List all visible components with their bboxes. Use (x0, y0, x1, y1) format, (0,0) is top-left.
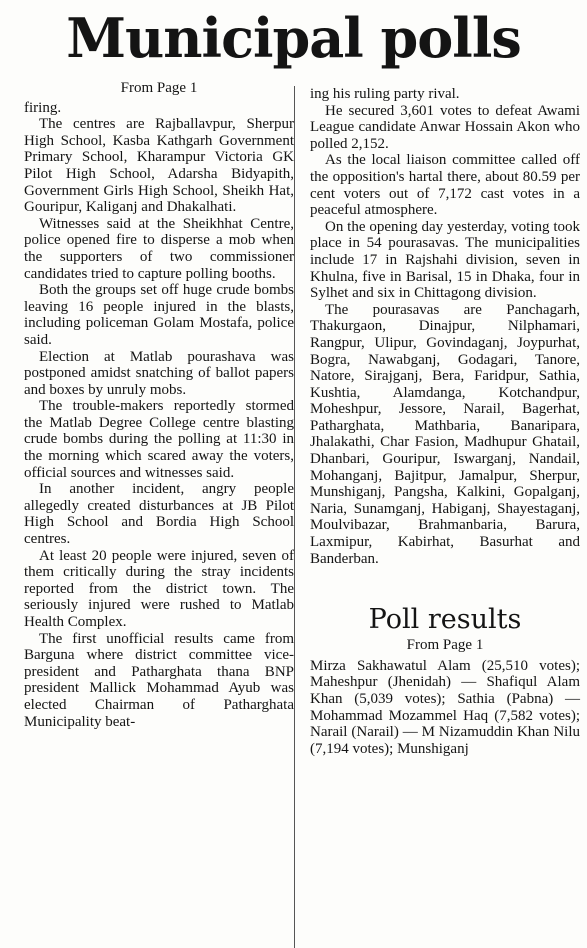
results-from-page: From Page 1 (406, 637, 484, 654)
right-column (310, 86, 580, 757)
headline: Municipal polls (66, 6, 521, 70)
left-column (24, 80, 294, 730)
right-paragraph: He secured 3,601 votes to defeat Awami League candidate Anwar Hossain Akon who polled 2,152. (310, 102, 580, 152)
left-paragraph: Election at Matlab pourashava was postponed amidst snatching of ballot papers and boxes by unruly mobs. (24, 348, 294, 398)
left-paragraph: Both the groups set off huge crude bombs leaving 16 people injured in the blasts, including policeman Golam Mostafa, police said. (24, 282, 294, 348)
results-paragraph: Mirza Sakhawatul Alam (25,510 votes); Maheshpur (Jhenidah) — Shafiqul Alam Khan (5,039 votes); Sathia (Pabna) — Mohammad Mozammel Haq (7,582 votes); Narail (Narail) — M Nizamuddin Khan Nilu (7,194 votes); Munshiganj (310, 657, 580, 757)
poll-results-subhead: Poll results (368, 604, 522, 636)
left-paragraph: firing. (24, 99, 62, 116)
column-divider (294, 86, 295, 948)
left-paragraph: The first unofficial results came from Barguna where district committee vice-president and Patharghata thana BNP president Mallick Mohammad Ayub was elected Chairman of Patharghata Municipality beat- (24, 630, 294, 730)
right-paragraph: As the local liaison committee called off the opposition's hartal there, about 80.59 per cent voters out of 7,172 cast votes in a peaceful atmosphere. (310, 152, 580, 219)
left-paragraph: The centres are Rajballavpur, Sherpur High School, Kasba Kathgarh Government Primary School, Kharampur Victoria GK Pilot High School, Adarsha Bidyapith, Government Girls High School, Sheikh Hat, Gouripur, Kaliganj and Dhakalhati. (24, 116, 294, 216)
left-paragraph: At least 20 people were injured, seven of them critically during the stray incidents reported from the district town. The seriously injured were rushed to Matlab Health Complex. (24, 547, 294, 630)
right-paragraph: ing his ruling party rival. (310, 86, 460, 102)
left-from-page: From Page 1 (120, 80, 198, 96)
left-paragraph: The trouble-makers reportedly stormed the Matlab Degree College centre blasting crude bombs during the polling at 11:30 in the morning which scared away the voters, official sources and witnesses said. (24, 398, 294, 481)
left-paragraph: In another incident, angry people allegedly created disturbances at JB Pilot High School and Bordia High School centres. (24, 481, 294, 548)
right-paragraph: The pourasavas are Panchagarh, Thakurgaon, Dinajpur, Nilphamari, Rangpur, Ulipur, Govindaganj, Joypurhat, Bogra, Nawabganj, Godagari, Tanore, Natore, Sirajganj, Bera, Faridpur, Sathia, Kushtia, Alamdanga, Kotchandpur, Moheshpur, Jessore, Narail, Bagerhat, Patharghata, Mathbaria, Banaripara, Jhalakathi, Char Fasion, Madhupur Ghatail, Dhanbari, Gouripur, Iswarganj, Nandail, Mohanganj, Bajitpur, Jamalpur, Sherpur, Munshiganj, Pangsha, Kalkini, Gopalganj, Naria, Sunamganj, Habiganj, Shayestaganj, Moulvibazar, Brahmanbaria, Barura, Laxmipur, Kabirhat, Basurhat and Banderban. (310, 301, 580, 567)
left-paragraph: Witnesses said at the Sheikhhat Centre, police opened fire to disperse a mob when the supporters of two commissioner candidates tried to capture polling booths. (24, 215, 294, 282)
right-paragraph: On the opening day yesterday, voting took place in 54 pourasavas. The municipalities include 17 in Rajshahi division, seven in Khulna, five in Barisal, 15 in Dhaka, four in Sylhet and six in Chittagong division. (310, 218, 580, 302)
